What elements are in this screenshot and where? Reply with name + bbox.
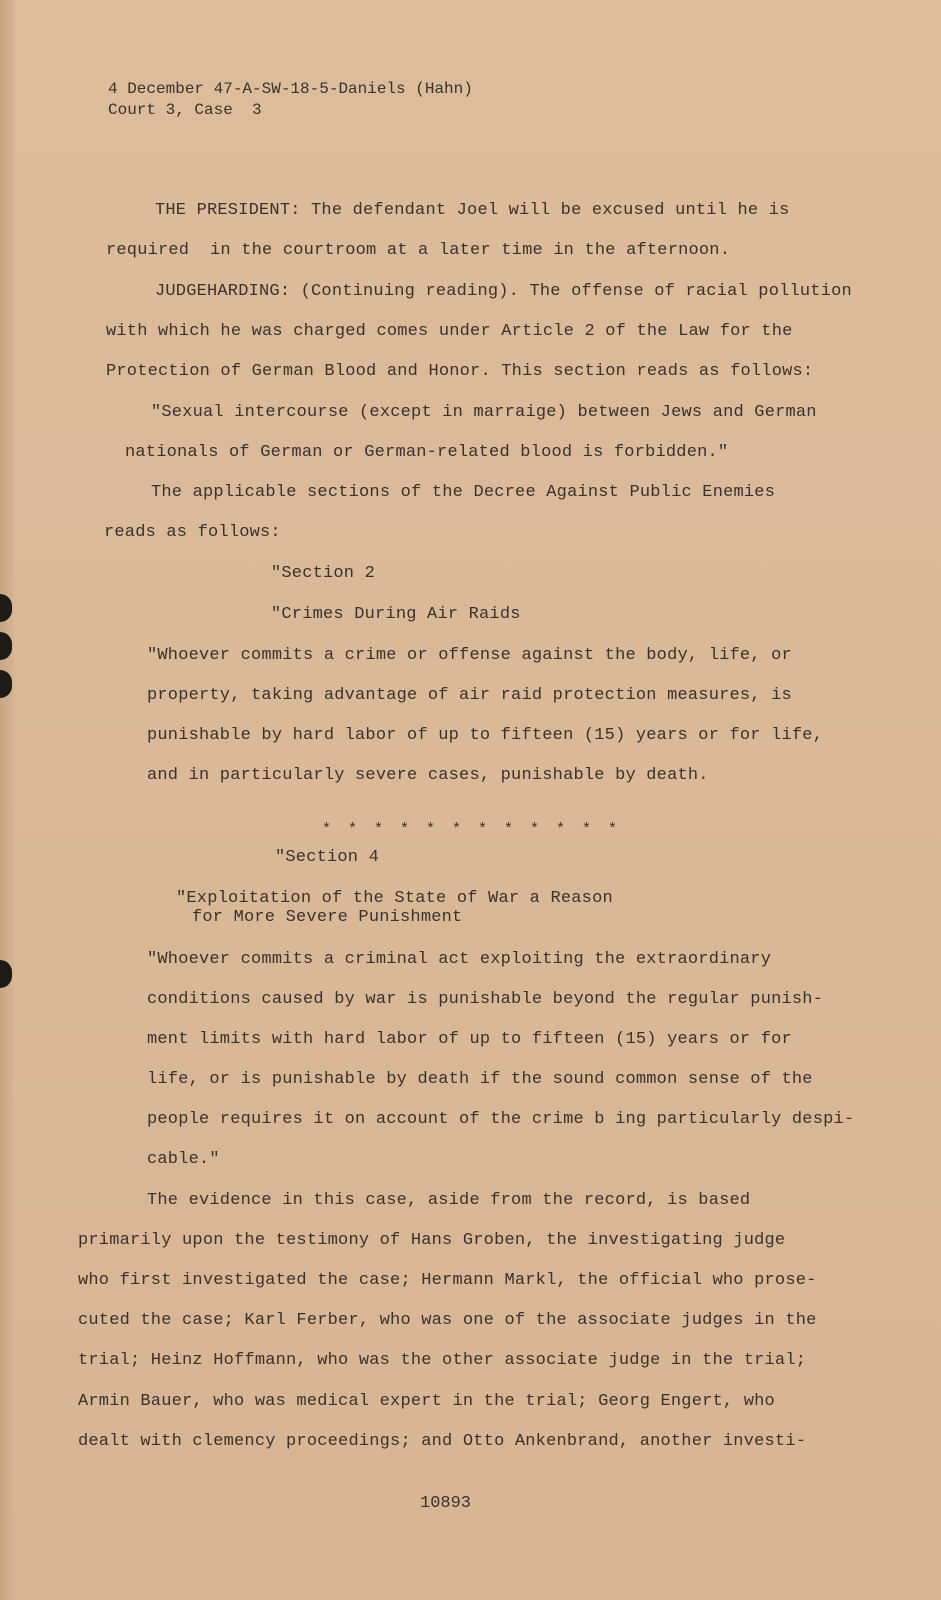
text-line: JUDGEHARDING: (Continuing reading). The offense of racial pollution xyxy=(155,282,852,301)
page-left-edge xyxy=(0,0,14,1600)
section-2-line: property, taking advantage of air raid protection measures, is xyxy=(147,686,792,705)
header-line-1: 4 December 47-A-SW-18-5-Daniels (Hahn) xyxy=(108,80,473,98)
text-line: THE PRESIDENT: The defendant Joel will be excused until he is xyxy=(155,201,790,220)
section-4-line: "Whoever commits a criminal act exploiting the extraordinary xyxy=(147,950,772,969)
text-line: The applicable sections of the Decree Against Public Enemies xyxy=(151,483,776,502)
text-line: trial; Heinz Hoffmann, who was the other associate judge in the trial; xyxy=(78,1351,807,1370)
section-4-line: conditions caused by war is punishable beyond the regular punish- xyxy=(147,990,824,1009)
section-2-title: "Section 2 xyxy=(271,564,376,583)
section-4-line: cable." xyxy=(147,1150,220,1169)
document-header xyxy=(108,79,473,121)
text-line: Protection of German Blood and Honor. This section reads as follows: xyxy=(106,362,814,381)
text-line: Armin Bauer, who was medical expert in the trial; Georg Engert, who xyxy=(78,1392,775,1411)
section-separator: * * * * * * * * * * * * xyxy=(322,821,622,838)
text-line: reads as follows: xyxy=(104,523,281,542)
text-line: cuted the case; Karl Ferber, who was one of the associate judges in the xyxy=(78,1311,817,1330)
section-2-subtitle: "Crimes During Air Raids xyxy=(271,605,521,624)
text-line: with which he was charged comes under Article 2 of the Law for the xyxy=(106,322,793,341)
section-4-line: ment limits with hard labor of up to fifteen (15) years or for xyxy=(147,1030,792,1049)
text-line: who first investigated the case; Hermann Markl, the official who prose- xyxy=(78,1271,817,1290)
section-4-title: "Section 4 xyxy=(275,848,380,867)
section-2-line: and in particularly severe cases, punishable by death. xyxy=(147,766,709,785)
section-2-line: punishable by hard labor of up to fifteen (15) years or for life, xyxy=(147,726,824,745)
quote-line: "Sexual intercourse (except in marraige) between Jews and German xyxy=(151,403,817,422)
text-line: The evidence in this case, aside from the record, is based xyxy=(147,1191,751,1210)
page-number: 10893 xyxy=(420,1494,472,1513)
header-line-2: Court 3, Case 3 xyxy=(108,101,262,119)
text-line: dealt with clemency proceedings; and Otto Ankenbrand, another investi- xyxy=(78,1432,807,1451)
section-4-subtitle: for More Severe Punishment xyxy=(192,908,463,927)
text-line: required in the courtroom at a later time in the afternoon. xyxy=(106,241,731,260)
text-line: primarily upon the testimony of Hans Groben, the investigating judge xyxy=(78,1231,786,1250)
section-2-line: "Whoever commits a crime or offense against the body, life, or xyxy=(147,646,792,665)
section-4-line: people requires it on account of the crime b ing particularly despi- xyxy=(147,1110,855,1129)
section-4-subtitle: "Exploitation of the State of War a Reason xyxy=(176,889,613,908)
section-4-line: life, or is punishable by death if the sound common sense of the xyxy=(147,1070,813,1089)
quote-line: nationals of German or German-related blood is forbidden." xyxy=(125,443,729,462)
